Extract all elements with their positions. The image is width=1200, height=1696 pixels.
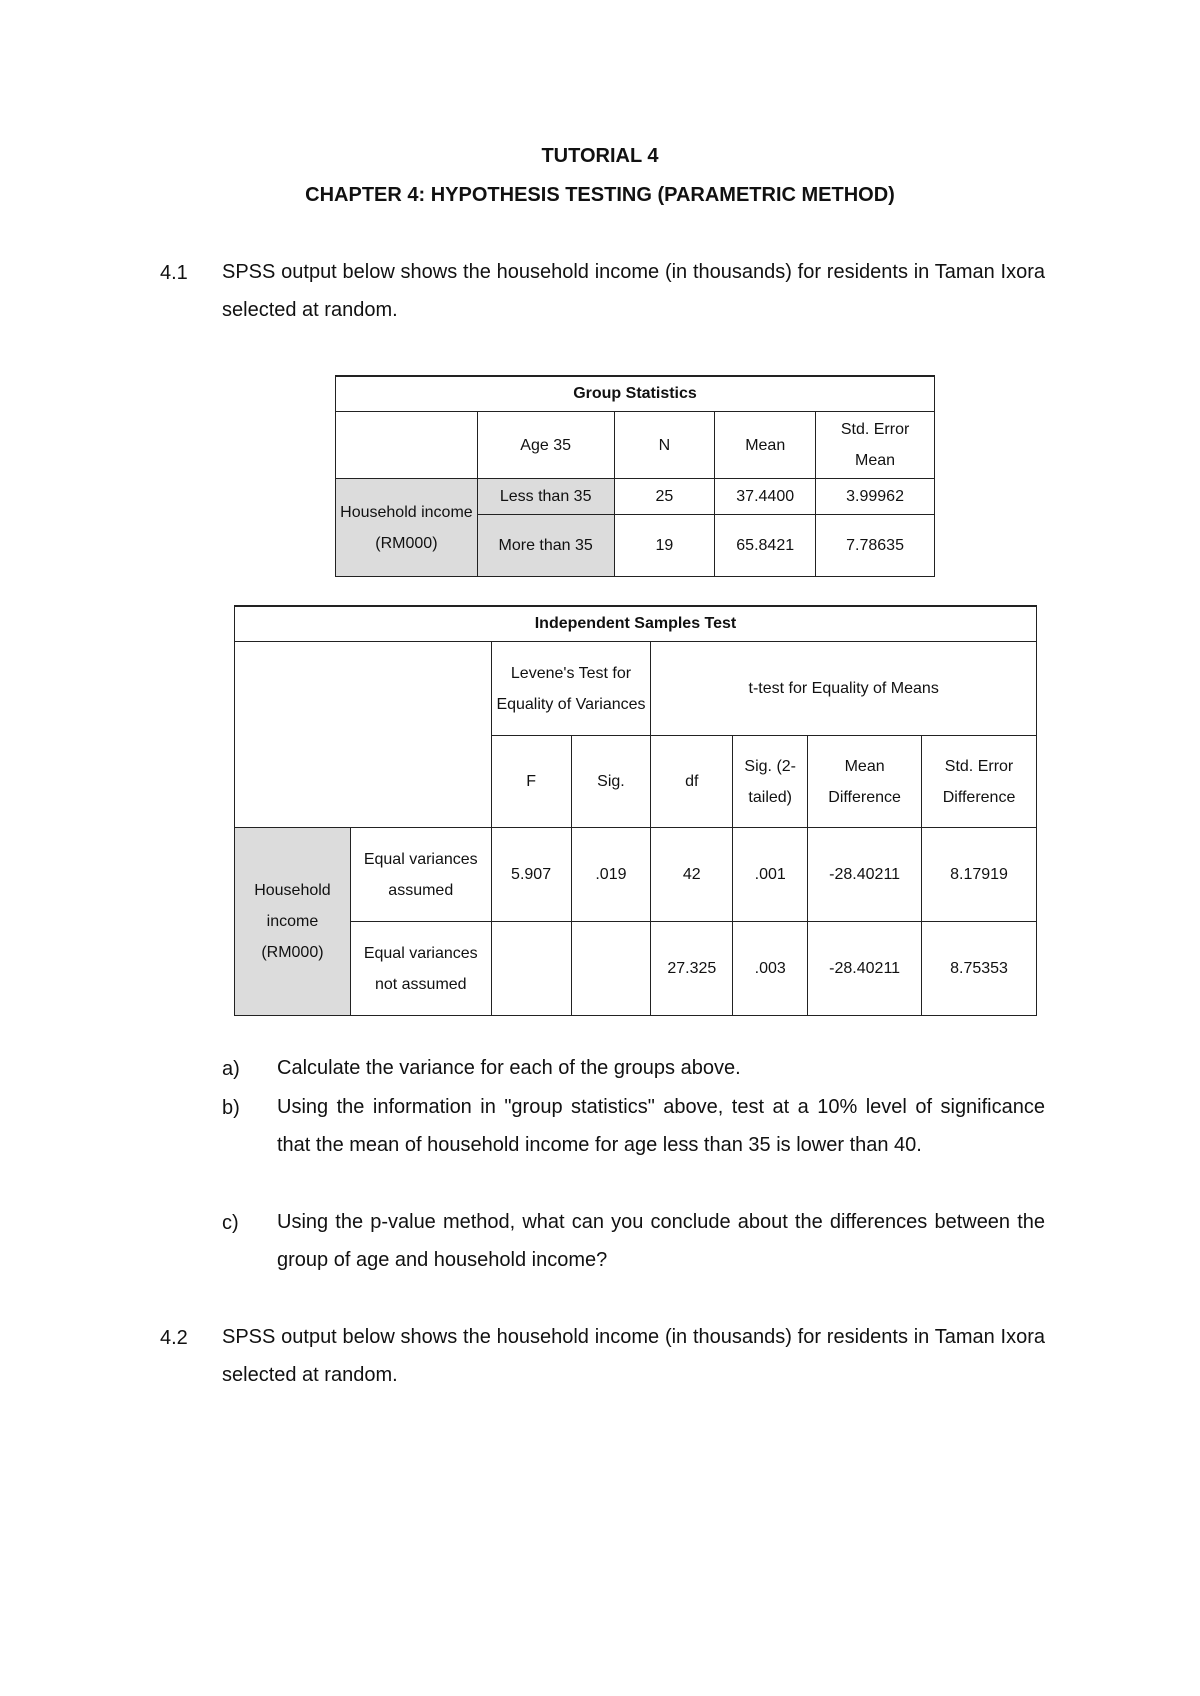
mean-cell: 65.8421 bbox=[715, 515, 816, 577]
group-statistics-caption: Group Statistics bbox=[336, 376, 935, 412]
subquestion-c-label: c) bbox=[222, 1212, 239, 1234]
subheader-std-error-difference: Std. Error Difference bbox=[922, 736, 1037, 828]
group-cell: Less than 35 bbox=[477, 479, 614, 515]
subheader-df: df bbox=[651, 736, 733, 828]
row-label-household-income: Household income (RM000) bbox=[336, 479, 478, 577]
col-header-age: Age 35 bbox=[477, 412, 614, 479]
sig-cell bbox=[571, 922, 651, 1016]
independent-test-caption: Independent Samples Test bbox=[235, 606, 1037, 642]
sig2-cell: .001 bbox=[733, 828, 808, 922]
subquestion-a-label: a) bbox=[222, 1058, 240, 1080]
variance-assumption-label: Equal variances assumed bbox=[350, 828, 491, 922]
f-cell bbox=[491, 922, 571, 1016]
col-header-std-error-mean: Std. Error Mean bbox=[816, 412, 935, 479]
f-cell: 5.907 bbox=[491, 828, 571, 922]
subheader-sig-2-tailed: Sig. (2-tailed) bbox=[733, 736, 808, 828]
row-label-household-income: Household income (RM000) bbox=[235, 828, 351, 1016]
std-error-difference-cell: 8.17919 bbox=[922, 828, 1037, 922]
question-4-2-number: 4.2 bbox=[160, 1327, 188, 1349]
std-error-difference-cell: 8.75353 bbox=[922, 922, 1037, 1016]
independent-samples-test-table bbox=[234, 605, 1037, 1016]
variance-assumption-label: Equal variances not assumed bbox=[350, 922, 491, 1016]
col-header-n: N bbox=[614, 412, 715, 479]
group-statistics-table bbox=[335, 375, 935, 577]
subheader-f: F bbox=[491, 736, 571, 828]
mean-cell: 37.4400 bbox=[715, 479, 816, 515]
se-cell: 7.78635 bbox=[816, 515, 935, 577]
subquestion-a-text: Calculate the variance for each of the groups above. bbox=[277, 1057, 741, 1079]
sig2-cell: .003 bbox=[733, 922, 808, 1016]
question-4-2-text: SPSS output below shows the household income (in thousands) for residents in Taman Ixora selected at random. bbox=[222, 1326, 1045, 1386]
question-4-1-number: 4.1 bbox=[160, 262, 188, 284]
ttest-header: t-test for Equality of Means bbox=[651, 642, 1037, 736]
se-cell: 3.99962 bbox=[816, 479, 935, 515]
n-cell: 25 bbox=[614, 479, 715, 515]
sig-cell: .019 bbox=[571, 828, 651, 922]
subquestion-b-text: Using the information in "group statistics" above, test at a 10% level of significance that the mean of household income for age less than 35 is lower than 40. bbox=[277, 1096, 1045, 1156]
col-header-mean: Mean bbox=[715, 412, 816, 479]
df-cell: 42 bbox=[651, 828, 733, 922]
df-cell: 27.325 bbox=[651, 922, 733, 1016]
group-cell: More than 35 bbox=[477, 515, 614, 577]
tutorial-title: TUTORIAL 4 bbox=[541, 145, 659, 167]
mean-difference-cell: -28.40211 bbox=[808, 922, 922, 1016]
levene-header: Levene's Test for Equality of Variances bbox=[491, 642, 651, 736]
n-cell: 19 bbox=[614, 515, 715, 577]
subquestion-c-text: Using the p-value method, what can you conclude about the differences between the group of age and household income? bbox=[277, 1211, 1045, 1271]
empty-header-cell bbox=[235, 642, 492, 828]
empty-header-cell bbox=[336, 412, 478, 479]
subquestion-b-label: b) bbox=[222, 1097, 240, 1119]
subheader-mean-difference: Mean Difference bbox=[808, 736, 922, 828]
question-4-1-text: SPSS output below shows the household income (in thousands) for residents in Taman Ixora selected at random. bbox=[222, 261, 1045, 321]
mean-difference-cell: -28.40211 bbox=[808, 828, 922, 922]
subheader-sig: Sig. bbox=[571, 736, 651, 828]
chapter-title: CHAPTER 4: HYPOTHESIS TESTING (PARAMETRIC METHOD) bbox=[305, 184, 895, 206]
